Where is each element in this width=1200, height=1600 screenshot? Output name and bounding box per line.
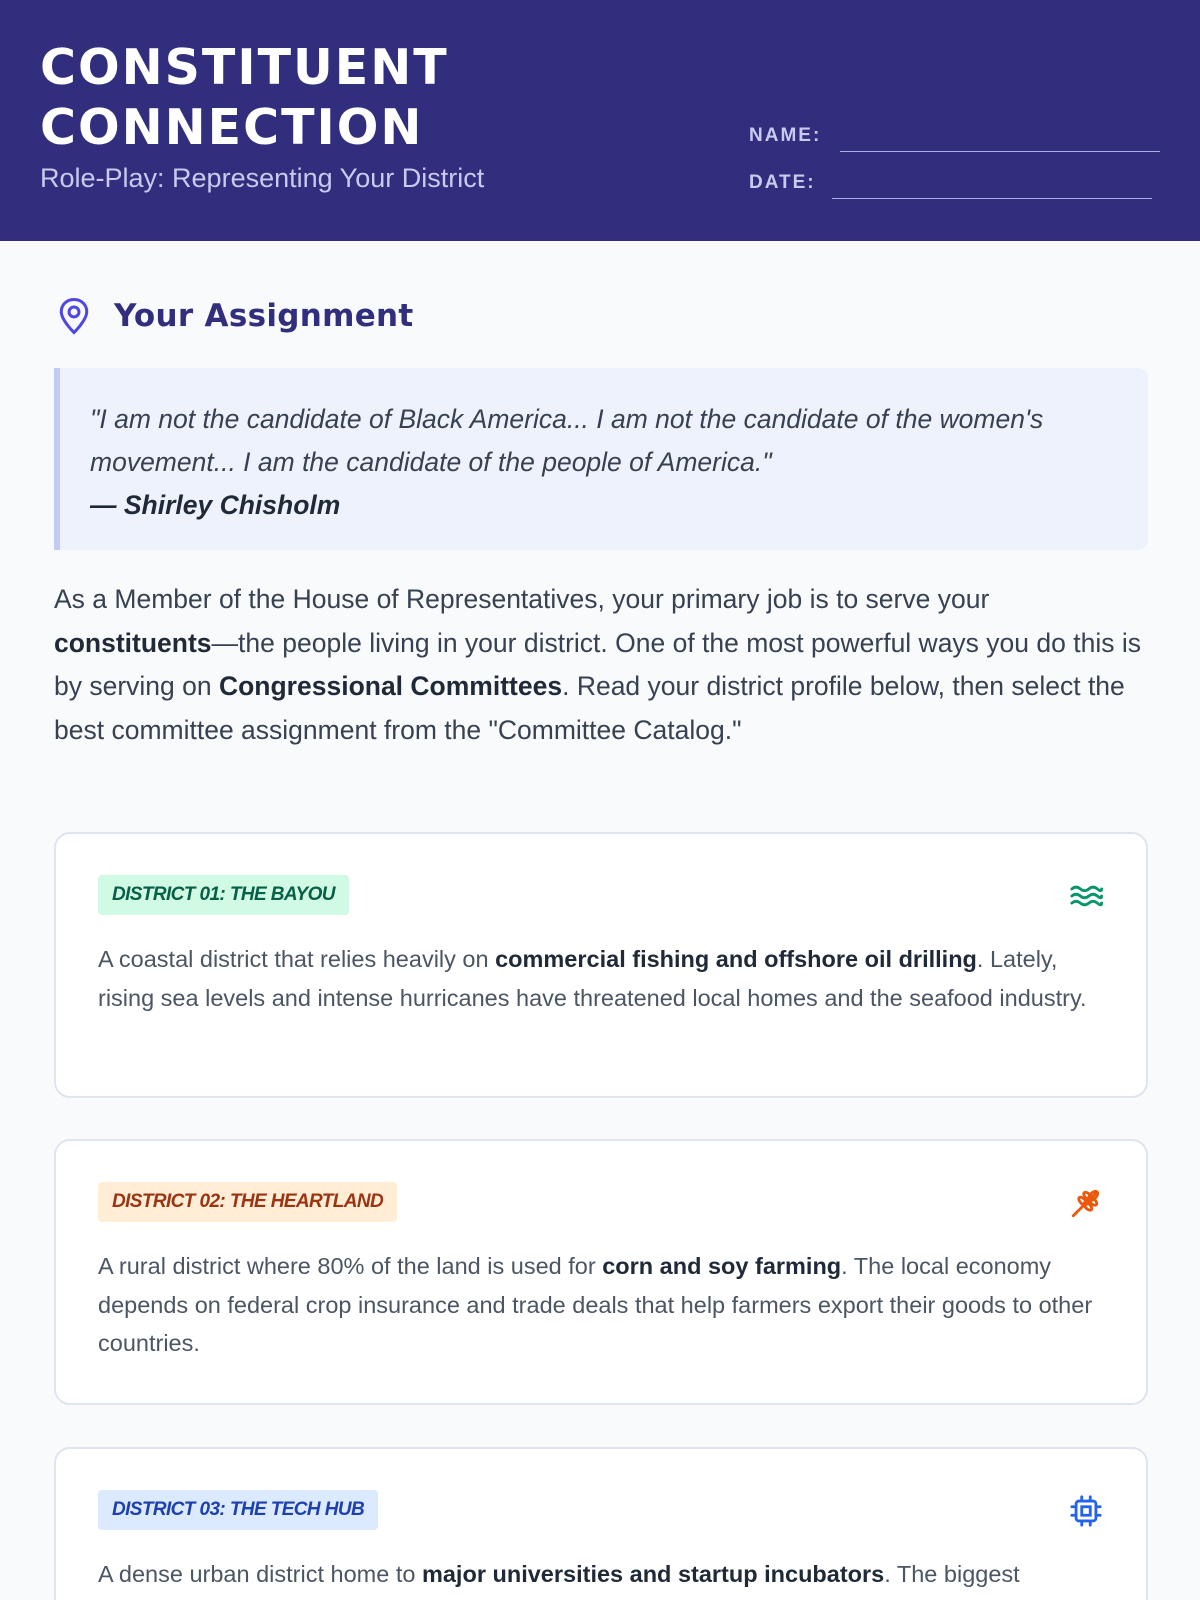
page-title: CONSTITUENT CONNECTION	[40, 39, 449, 156]
district-card-bayou	[54, 832, 1148, 1098]
map-pin-icon	[56, 296, 92, 336]
date-label: DATE:	[749, 172, 816, 193]
intro-bold-constituents: constituents	[54, 627, 212, 658]
intro-text: As a Member of the House of Representatives, your primary job is to serve your	[54, 584, 990, 614]
date-field-line[interactable]	[832, 198, 1152, 199]
quote-block	[54, 368, 1148, 550]
district-description: A dense urban district home to major universities and startup incubators. The biggest	[98, 1561, 1020, 1587]
page-subtitle: Role-Play: Representing Your District	[40, 163, 485, 193]
header-banner	[0, 0, 1200, 241]
wheat-icon	[1069, 1186, 1103, 1220]
intro-bold-committees: Congressional Committees	[218, 671, 563, 701]
waves-icon	[1069, 879, 1103, 913]
intro-text: . Read your district profile below, then select the best committee assignment from the "Committee Catalog."	[54, 671, 1125, 745]
district-badge: DISTRICT 01: THE BAYOU	[98, 875, 349, 915]
name-label: NAME:	[749, 125, 822, 146]
district-description: A rural district where 80% of the land is used for corn and soy farming. The local economy depends on federal crop insurance and trade deals that help farmers export their goods to other countries.	[98, 1253, 1093, 1356]
intro-text: —the people living in your district. One of the most powerful ways you do this is by serving on	[54, 627, 1141, 701]
district-card-heartland	[54, 1139, 1148, 1405]
district-badge: DISTRICT 03: THE TECH HUB	[98, 1490, 378, 1530]
quote-text: "I am not the candidate of Black America... I am not the candidate of the women's movement... I am the candidate of the people of America."	[90, 404, 1044, 477]
quote-author: — Shirley Chisholm	[90, 490, 341, 520]
district-card-tech-hub	[54, 1447, 1148, 1600]
assignment-heading: Your Assignment	[114, 298, 414, 334]
assignment-heading-row	[56, 292, 414, 340]
district-description: A coastal district that relies heavily on commercial fishing and offshore oil drilling. Lately, rising sea levels and intense hurricanes have threatened local homes and the seafood industry.	[98, 946, 1087, 1011]
cpu-chip-icon	[1069, 1494, 1103, 1528]
name-field-line[interactable]	[840, 151, 1160, 152]
district-badge: DISTRICT 02: THE HEARTLAND	[98, 1182, 397, 1222]
intro-paragraph	[54, 578, 1154, 752]
